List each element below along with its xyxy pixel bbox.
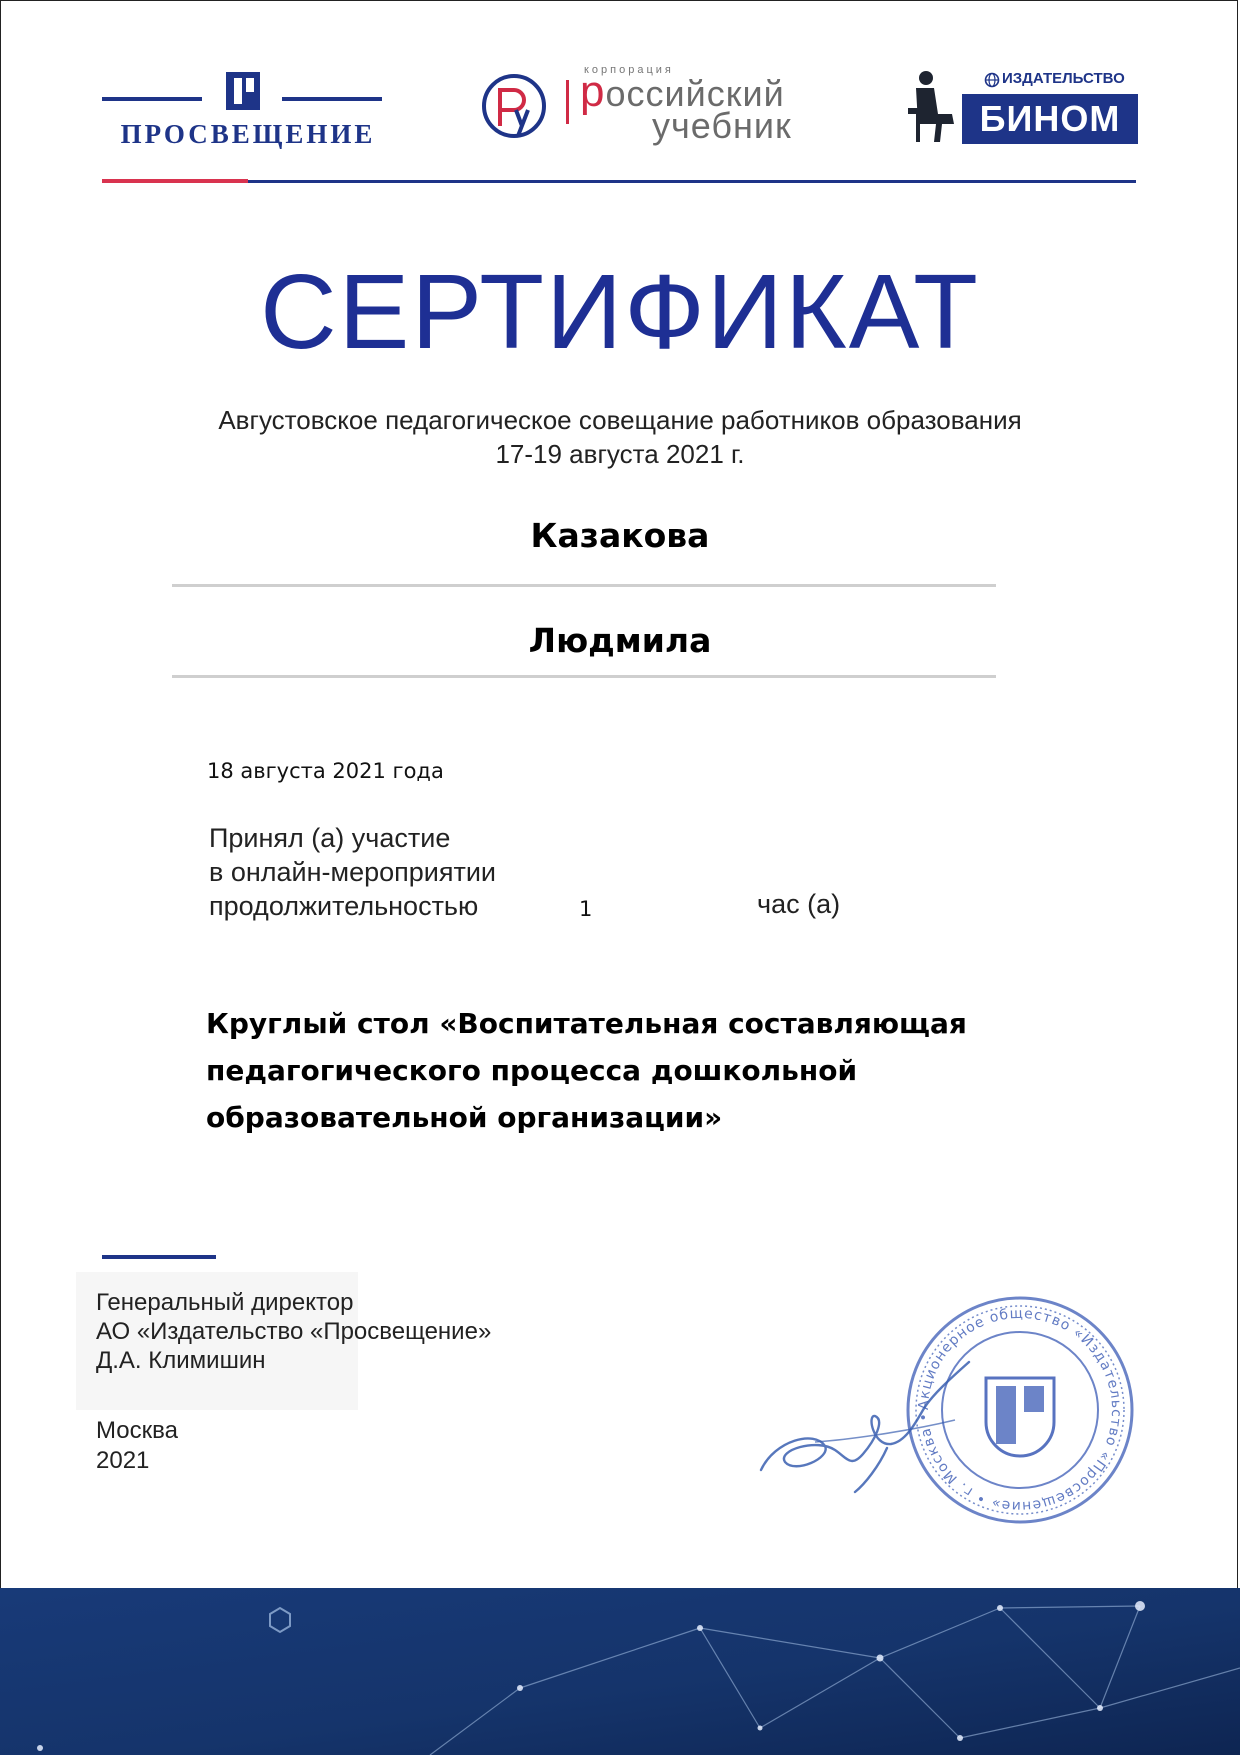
stamp-emblem-icon [986, 1378, 1054, 1456]
signatory-organization: АО «Издательство «Просвещение» [96, 1318, 492, 1345]
signatory-position: Генеральный директор [96, 1289, 354, 1316]
seated-figure-icon [900, 68, 960, 148]
hours-value: 1 [579, 897, 593, 921]
recipient-last-name: Казакова [530, 516, 710, 555]
header-rule-red [102, 179, 248, 183]
prosveshchenie-logo [100, 66, 390, 156]
place-city: Москва [96, 1417, 178, 1444]
binom-logo [900, 68, 1140, 148]
binom-wordmark: БИНОМ [962, 94, 1138, 144]
signatory-name: Д.А. Климишин [96, 1347, 266, 1374]
last-name-rule [172, 584, 996, 587]
hours-unit: час (а) [757, 889, 841, 919]
event-name-line-3: образовательной организации» [206, 1101, 723, 1134]
ru-divider [566, 80, 569, 124]
place-block [96, 1416, 178, 1476]
recipient-first-name: Людмила [528, 621, 712, 660]
participation-line-3: продолжительностью [209, 891, 479, 921]
footer-network-band [0, 1588, 1240, 1755]
certificate-title: СЕРТИФИКАТ [260, 253, 980, 371]
handwritten-signature [755, 1350, 985, 1500]
signatory-block [96, 1288, 491, 1375]
event-name [206, 1000, 1086, 1141]
stamp-ring-text: Акционерное общество «Издательство «Просвещение» • г. Москва • [915, 1305, 1125, 1515]
event-name-line-2: педагогического процесса дошкольной [206, 1054, 858, 1087]
header-rule-blue [248, 180, 1136, 183]
participation-line-2: в онлайн-мероприятии [209, 857, 497, 887]
place-year: 2021 [96, 1447, 150, 1474]
binom-publisher-label: ИЗДАТЕЛЬСТВО [1002, 70, 1125, 87]
rossiyskiy-uchebnik-logo [478, 62, 818, 152]
ru-wordmark-line2: учебник [652, 105, 792, 146]
ru-corp-label: корпорация [584, 64, 674, 76]
globe-icon [984, 72, 1000, 88]
subtitle-line-2: 17-19 августа 2021 г. [495, 439, 745, 469]
prosveshchenie-emblem-icon [100, 66, 390, 126]
event-subtitle [0, 403, 1240, 471]
signatory-rule [102, 1255, 216, 1259]
ru-wordmark-rest: оссийский [605, 73, 785, 114]
first-name-rule [172, 675, 996, 678]
ru-circle-icon [478, 70, 558, 150]
prosveshchenie-wordmark: ПРОСВЕЩЕНИЕ [120, 119, 376, 149]
subtitle-line-1: Августовское педагогическое совещание работников образования [218, 405, 1022, 435]
event-name-line-1: Круглый стол «Воспитательная составляющая [206, 1007, 967, 1040]
ru-red-letter: р [580, 67, 606, 116]
issue-date: 18 августа 2021 года [207, 759, 444, 783]
participation-line-1: Принял (а) участие [209, 823, 451, 853]
